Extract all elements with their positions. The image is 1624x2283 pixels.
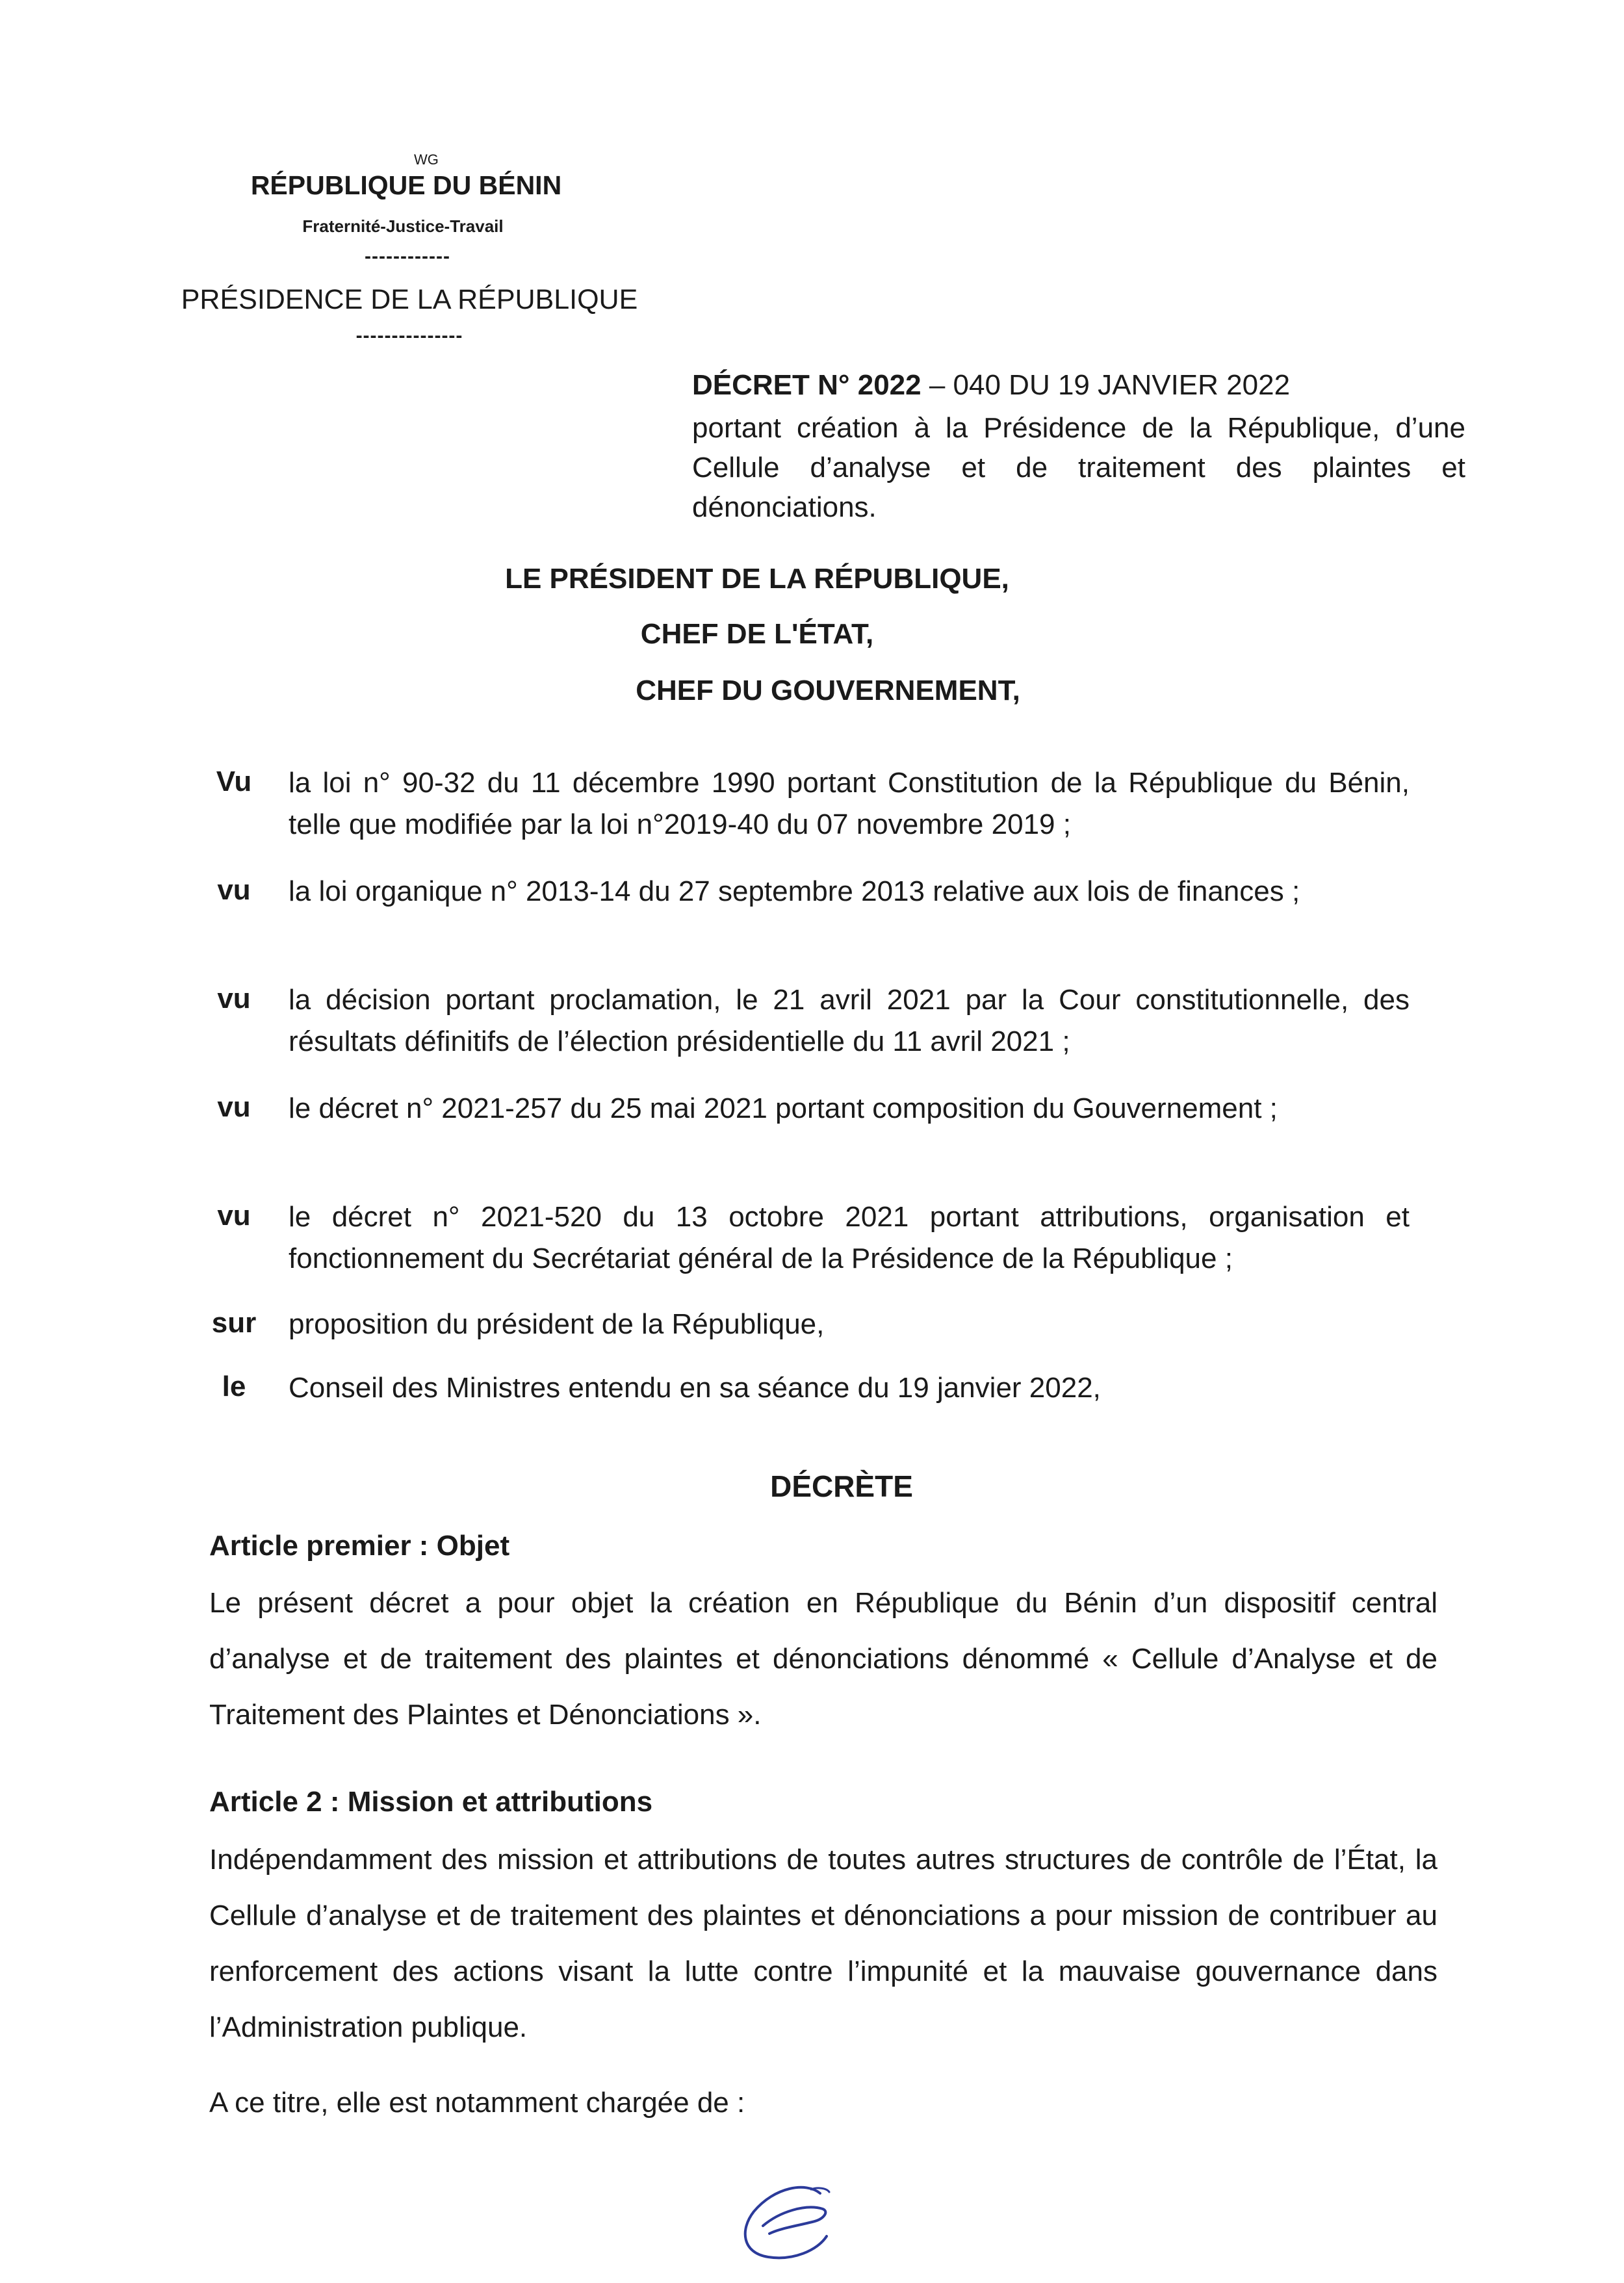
visa-text: la loi organique n° 2013-14 du 27 septembre 2013 relative aux lois de finances ; bbox=[289, 875, 1300, 907]
article-2-body: Indépendamment des mission et attributions de toutes autres structures de contrôle de l’État, la Cellule d’analyse et de traitement des plaintes et dénonciations a pour mission de contribuer au renforcement des actions visant la lutte contre l’impunité et la mauvaise gouvernance dans l’Administration publique. bbox=[209, 1844, 1437, 2043]
decree-title bbox=[692, 366, 1426, 405]
visa-key: vu bbox=[217, 1091, 251, 1123]
article-2-title: Article 2 : Mission et attributions bbox=[209, 1786, 653, 1818]
decree-title-rest: – 040 DU 19 JANVIER 2022 bbox=[921, 369, 1291, 401]
signature-initials bbox=[734, 2180, 838, 2271]
header-wg: WG bbox=[414, 151, 439, 168]
authority-line-2: CHEF DE L'ÉTAT, bbox=[640, 618, 874, 650]
visa-text: proposition du président de la République, bbox=[289, 1308, 825, 1340]
article-1-title: Article premier : Objet bbox=[209, 1530, 510, 1562]
visa-text: Conseil des Ministres entendu en sa séance du 19 janvier 2022, bbox=[289, 1372, 1101, 1404]
decrete-heading: DÉCRÈTE bbox=[770, 1469, 913, 1503]
visa-text: la loi n° 90-32 du 11 décembre 1990 portant Constitution de la République du Bénin, telle que modifiée par la loi n°2019-40 du 07 novembre 2019 ; bbox=[289, 767, 1410, 840]
authority-line-3: CHEF DU GOUVERNEMENT, bbox=[636, 675, 1020, 706]
separator-2: --------------- bbox=[355, 325, 463, 346]
authority-line-1: LE PRÉSIDENT DE LA RÉPUBLIQUE, bbox=[505, 563, 1009, 595]
decree-title-bold: DÉCRET N° 2022 bbox=[692, 369, 922, 401]
visa-key: vu bbox=[217, 1200, 251, 1232]
article-2-extra: A ce titre, elle est notamment chargée de : bbox=[209, 2087, 745, 2119]
visa-key: sur bbox=[211, 1307, 257, 1339]
national-motto: Fraternité-Justice-Travail bbox=[302, 216, 504, 236]
visa-text: la décision portant proclamation, le 21 avril 2021 par la Cour constitutionnelle, des résultats définitifs de l’élection présidentielle du 11 avril 2021 ; bbox=[289, 984, 1410, 1057]
visa-key: le bbox=[222, 1371, 246, 1402]
article-1-body: Le présent décret a pour objet la création en République du Bénin d’un dispositif central d’analyse et de traitement des plaintes et dénonciations dénommé « Cellule d’Analyse et de Traitement des Plaintes et Dénonciations ». bbox=[209, 1587, 1437, 1731]
visa-text: le décret n° 2021-520 du 13 octobre 2021 portant attributions, organisation et fonctionnement du Secrétariat général de la Présidence de la République ; bbox=[289, 1201, 1410, 1274]
visa-key: vu bbox=[217, 874, 251, 906]
visa-text: le décret n° 2021-257 du 25 mai 2021 portant composition du Gouvernement ; bbox=[289, 1092, 1278, 1124]
separator-1: ------------ bbox=[365, 246, 450, 267]
decree-description: portant création à la Présidence de la République, d’une Cellule d’analyse et de traitement des plaintes et dénonciations. bbox=[692, 412, 1465, 523]
republic-name: RÉPUBLIQUE DU BÉNIN bbox=[250, 170, 562, 200]
visa-key: vu bbox=[217, 983, 251, 1014]
presidency-name: PRÉSIDENCE DE LA RÉPUBLIQUE bbox=[181, 284, 638, 315]
visa-key: Vu bbox=[216, 766, 252, 797]
